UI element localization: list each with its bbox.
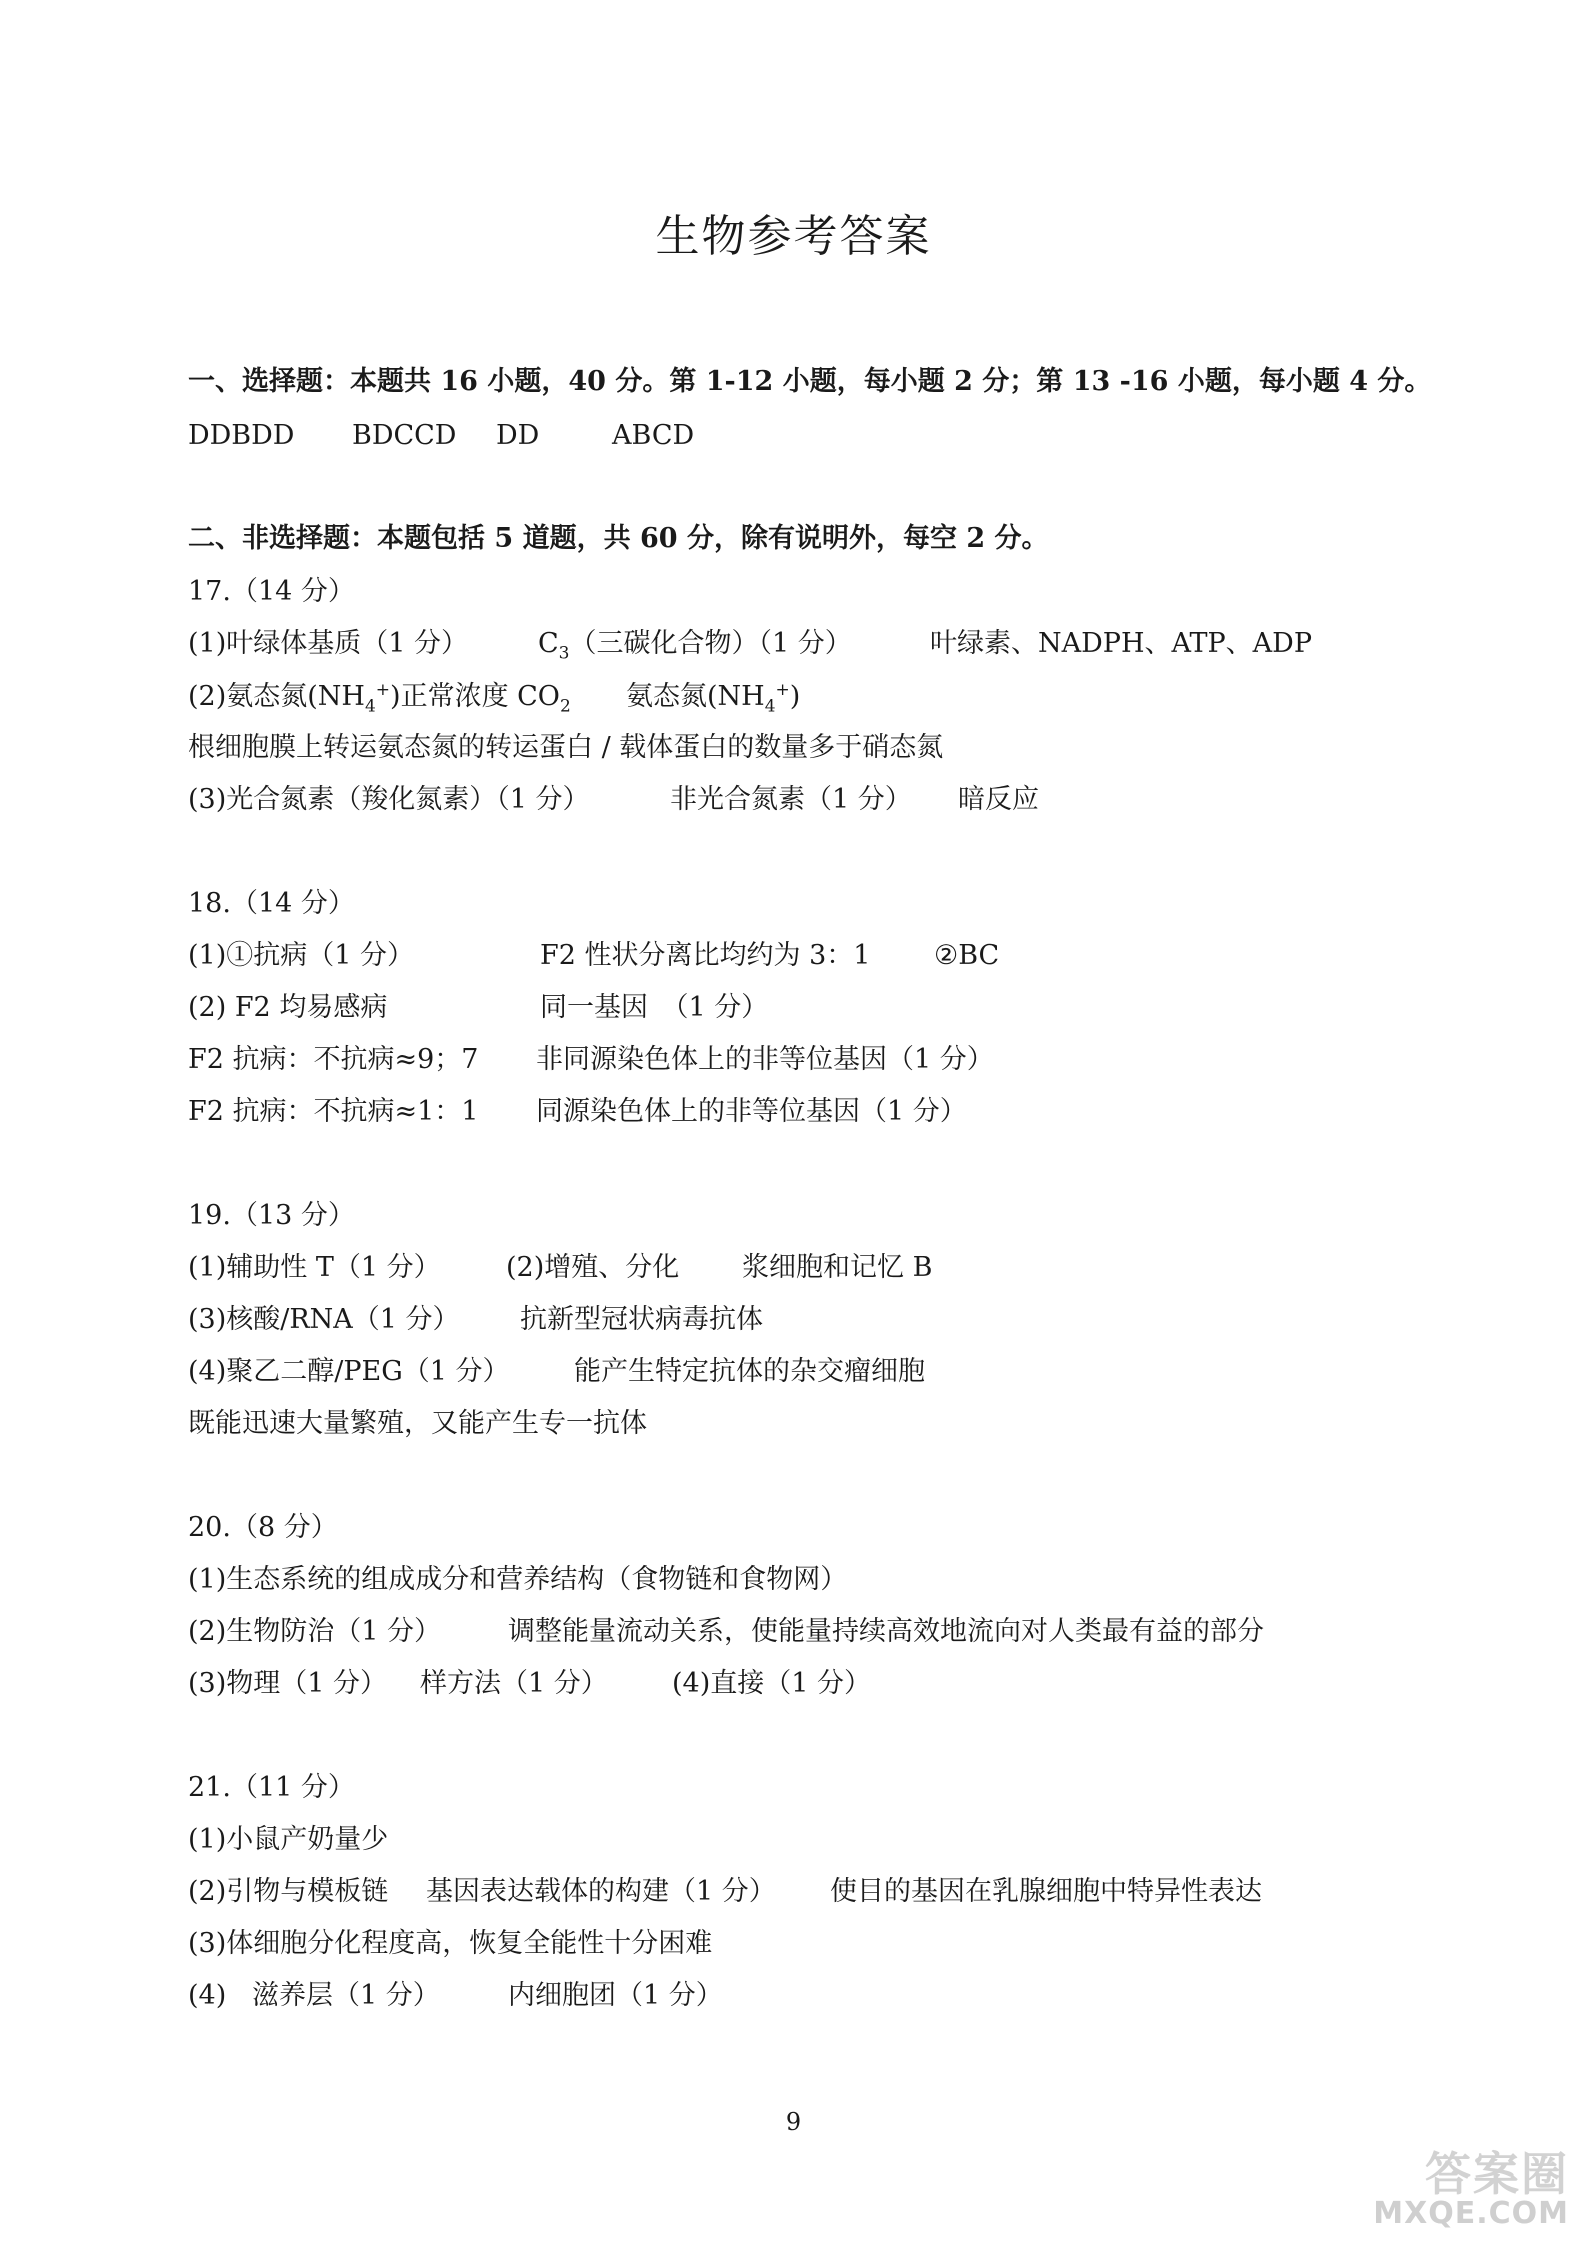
q18-2a: (2) F2 均易感病	[188, 992, 388, 1023]
q17-1a: (1)叶绿体基质（1 分）	[188, 628, 469, 659]
q21-4c: 内细胞团（1 分）	[508, 1980, 723, 2011]
q20-2a: (2)生物防治（1 分）	[188, 1616, 442, 1647]
q18-1c: ②BC	[934, 940, 1000, 971]
q17-2b	[626, 682, 800, 715]
q21-header: 21.（11 分）	[188, 1772, 355, 1803]
q17-2b-post: )	[789, 681, 801, 712]
q17-2b-sub: 4	[764, 696, 776, 717]
q17-1b-pre: C	[538, 628, 559, 659]
q20-3b: 样方法（1 分）	[420, 1668, 608, 1699]
q18-1a: (1)①抗病（1 分）	[188, 940, 415, 971]
q17-2a-sub2: 2	[559, 696, 571, 717]
q17-2a	[188, 682, 571, 715]
q21-2c: 使目的基因在乳腺细胞中特异性表达	[830, 1876, 1262, 1907]
q17-1b	[538, 630, 852, 662]
q21-2b: 基因表达载体的构建（1 分）	[426, 1876, 776, 1907]
q21-4b: 滋养层（1 分）	[252, 1980, 440, 2011]
q19-1a: (1)辅助性 T（1 分）	[188, 1252, 441, 1283]
q17-4b: 非光合氮素（1 分）	[670, 784, 912, 815]
q20-3c: (4)直接（1 分）	[672, 1668, 872, 1699]
q17-4a: (3)光合氮素（羧化氮素）（1 分）	[188, 784, 590, 815]
page-title: 生物参考答案	[655, 211, 932, 262]
q19-1b: (2)增殖、分化	[506, 1252, 680, 1283]
q19-header: 19.（13 分）	[188, 1200, 355, 1231]
watermark	[1373, 2138, 1569, 2231]
q18-4a: F2 抗病：不抗病≈1：1	[188, 1096, 479, 1127]
q18-1b: F2 性状分离比均约为 3：1	[540, 940, 871, 971]
section1-heading: 一、选择题：本题共 16 小题，40 分。第 1-12 小题，每小题 2 分；第 13 -16 小题，每小题 4 分。	[188, 366, 1432, 397]
q18-3b: 非同源染色体上的非等位基因（1 分）	[536, 1044, 994, 1075]
q21-line1: (1)小鼠产奶量少	[188, 1824, 389, 1855]
q18-header: 18.（14 分）	[188, 888, 355, 919]
q17-2a-sub: 4	[364, 696, 376, 717]
q17-2b-pre: 氨态氮(NH	[626, 681, 765, 712]
q17-2b-sup: +	[775, 680, 790, 700]
q19-3b: 能产生特定抗体的杂交瘤细胞	[574, 1356, 925, 1387]
answer-group: BDCCD	[352, 420, 457, 451]
q20-2b: 调整能量流动关系，使能量持续高效地流向对人类最有益的部分	[508, 1616, 1264, 1647]
section2-heading: 二、非选择题：本题包括 5 道题，共 60 分，除有说明外，每空 2 分。	[188, 523, 1049, 554]
q17-2a-sup: +	[375, 680, 391, 700]
q20-line3	[188, 1668, 872, 1778]
q17-1b-post: （三碳化合物）（1 分）	[569, 628, 852, 659]
q21-line3: (3)体细胞分化程度高，恢复全能性十分困难	[188, 1928, 713, 1959]
watermark-site: MXQE.COM	[1373, 2196, 1569, 2231]
q18-4b: 同源染色体上的非等位基因（1 分）	[536, 1096, 967, 1127]
answer-group: ABCD	[612, 420, 695, 451]
page-number: 9	[785, 2108, 802, 2136]
q21-line4	[188, 1980, 723, 2090]
q17-line4	[188, 784, 1039, 894]
q17-header: 17.（14 分）	[188, 576, 355, 607]
q19-3a: (4)聚乙二醇/PEG（1 分）	[188, 1356, 510, 1387]
q20-line1: (1)生态系统的组成成分和营养结构（食物链和食物网）	[188, 1564, 848, 1595]
watermark-logo: 答案圈	[1425, 2147, 1569, 2201]
q21-2a: (2)引物与模板链	[188, 1876, 389, 1907]
answer-group: DD	[496, 420, 540, 451]
q17-2a-mid: )正常浓度 CO	[390, 681, 560, 712]
q17-1b-sub: 3	[558, 643, 570, 664]
q18-2b: 同一基因 （1 分）	[540, 992, 769, 1023]
q20-header: 20.（8 分）	[188, 1512, 338, 1543]
q18-line4	[188, 1096, 967, 1179]
q19-1c: 浆细胞和记忆 B	[742, 1252, 933, 1283]
q20-3a: (3)物理（1 分）	[188, 1668, 388, 1699]
answer-group: DDBDD	[188, 420, 295, 451]
q17-line3: 根细胞膜上转运氨态氮的转运蛋白 / 载体蛋白的数量多于硝态氮	[188, 732, 944, 763]
q17-4c: 暗反应	[958, 784, 1039, 815]
q19-2a: (3)核酸/RNA（1 分）	[188, 1304, 460, 1335]
q19-line4: 既能迅速大量繁殖，又能产生专一抗体	[188, 1408, 647, 1439]
q19-2b: 抗新型冠状病毒抗体	[520, 1304, 763, 1335]
q21-4a: (4)	[188, 1980, 227, 2011]
q17-2a-pre: (2)氨态氮(NH	[188, 681, 365, 712]
q18-3a: F2 抗病：不抗病≈9；7	[188, 1044, 479, 1075]
q17-1c: 叶绿素、NADPH、ATP、ADP	[930, 628, 1312, 659]
